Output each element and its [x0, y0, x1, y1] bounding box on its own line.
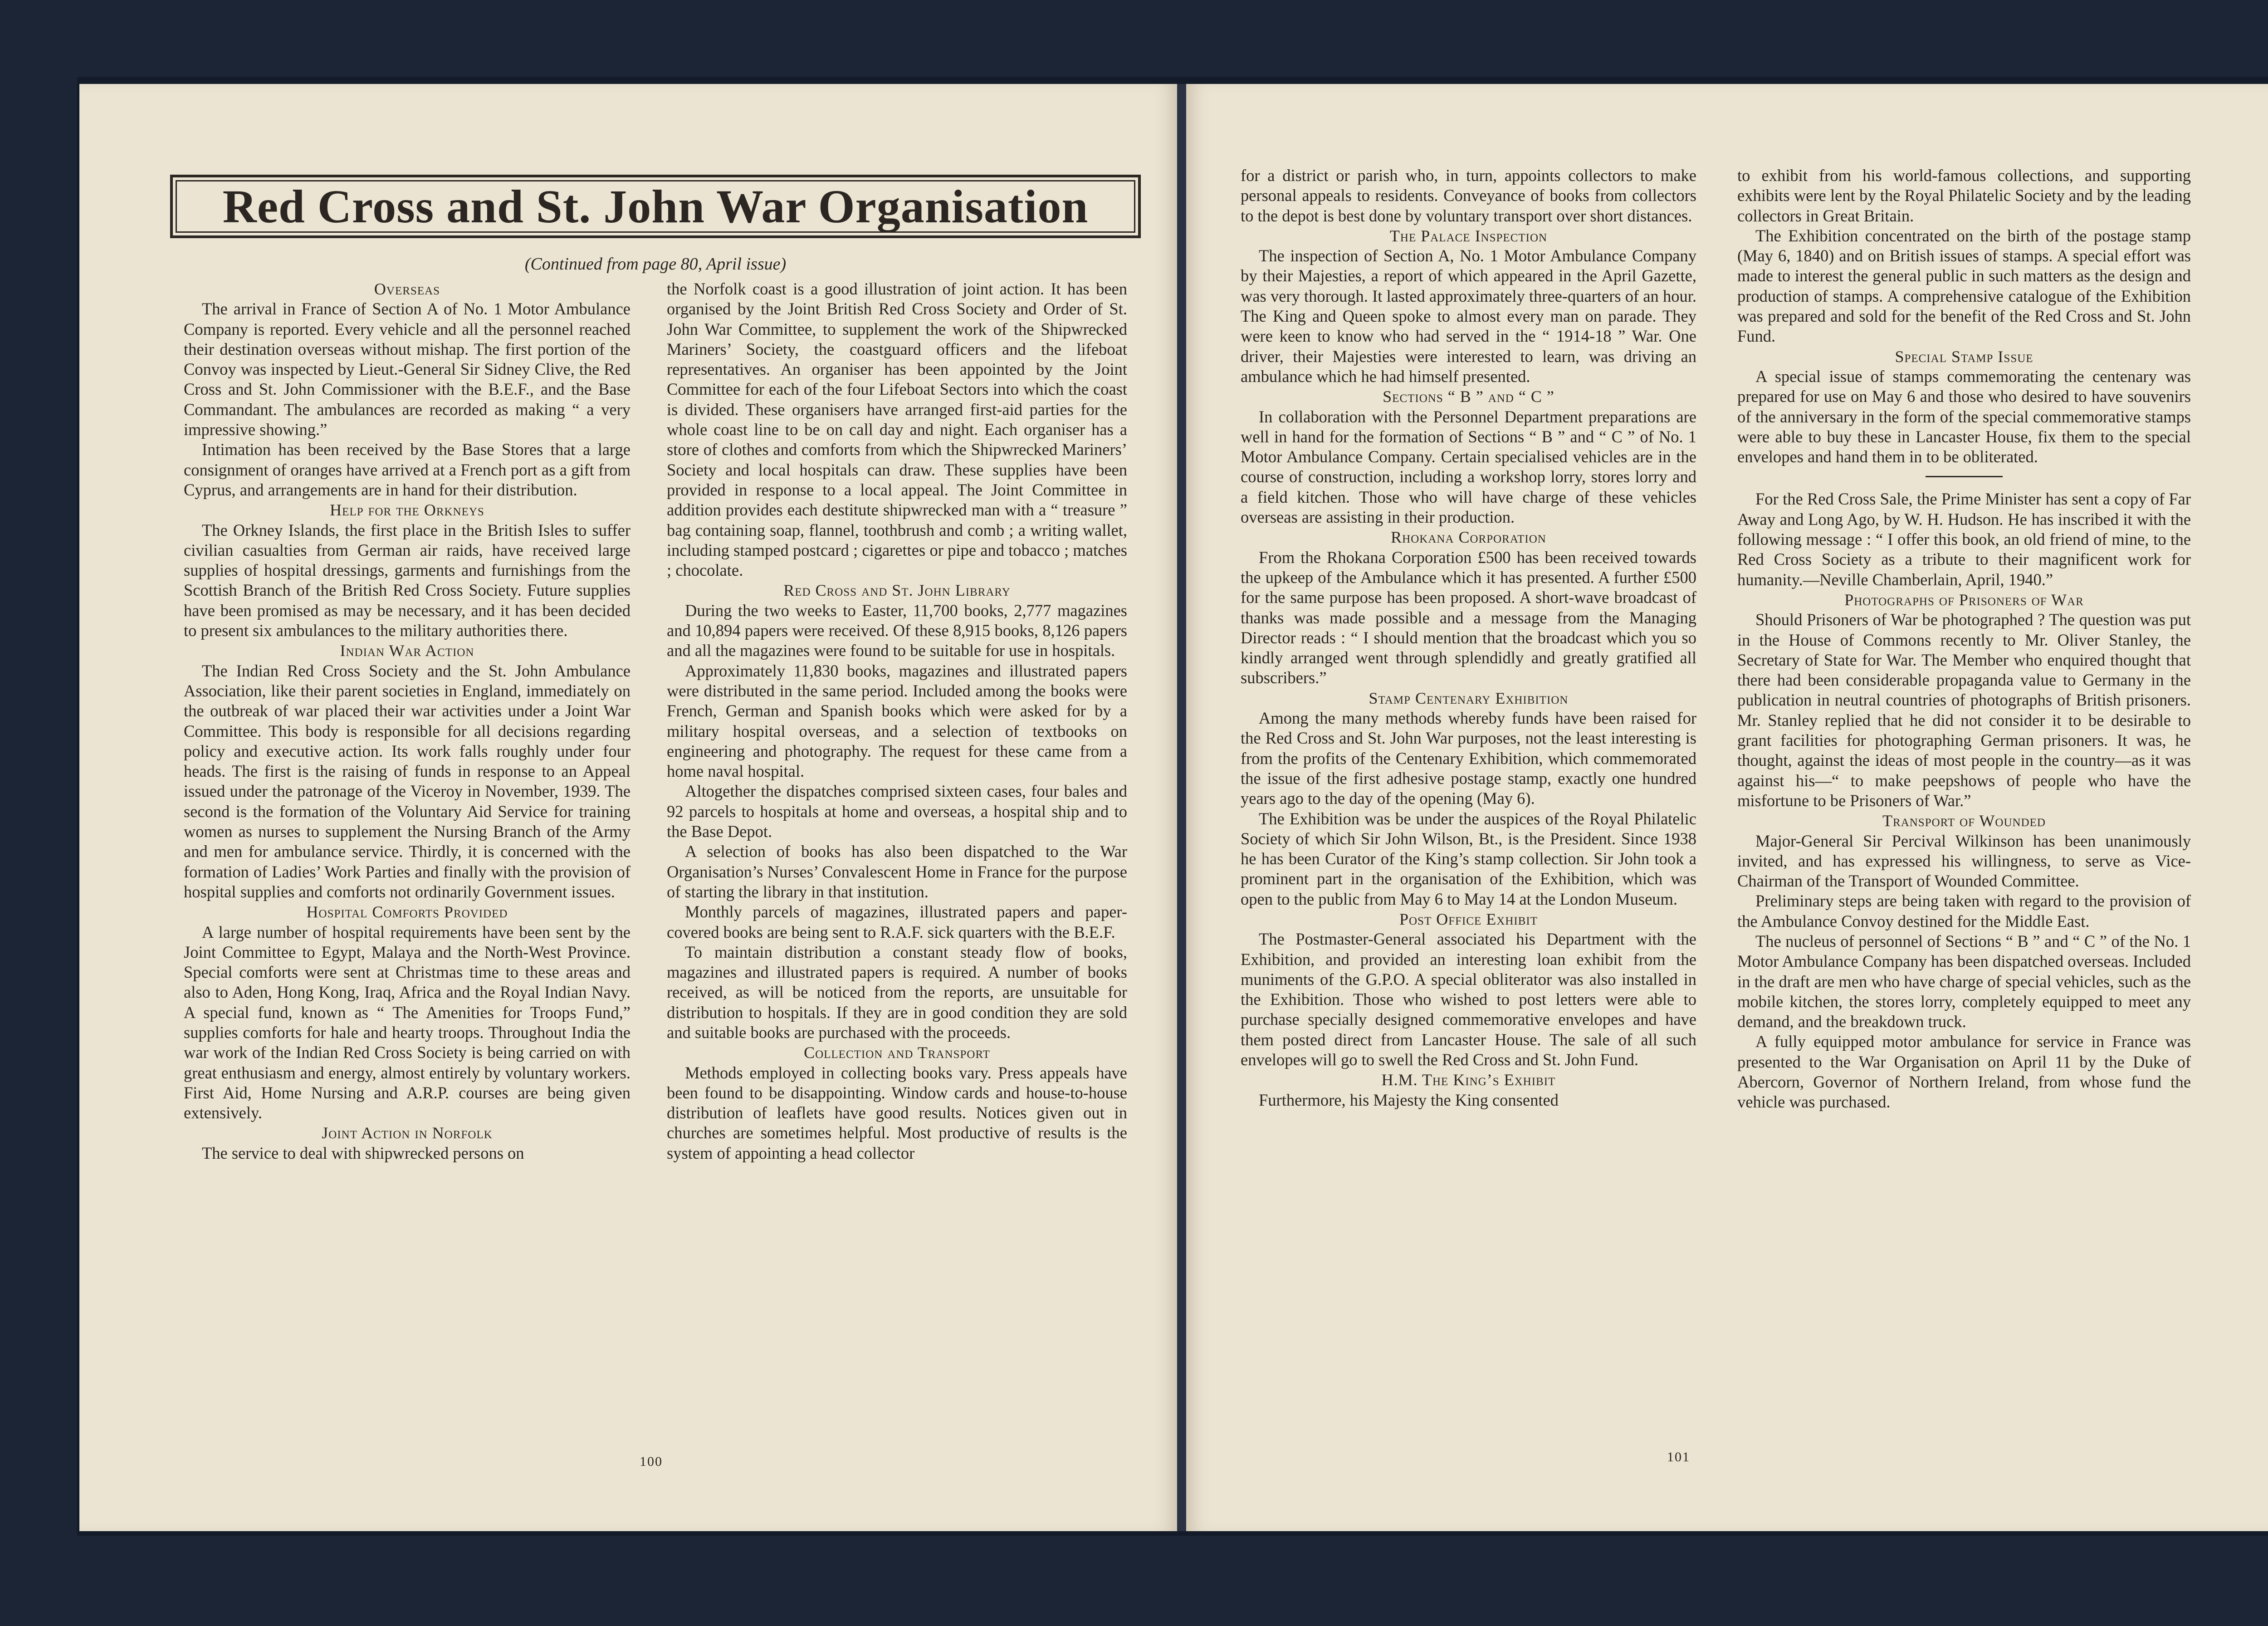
paragraph: Major-General Sir Percival Wilkinson has been unanimously invited, and has expressed his willingness, to serve as Vice-Chairman of the Transport of Wounded Committee.	[1737, 831, 2191, 891]
paragraph: Methods employed in collecting books vary. Press appeals have been found to be disappointing. Window cards and house-to-house distribution of leaflets have good results. Notices given out in churches are sometimes helpful. Most productive of results is the system of appointing a head collector	[667, 1063, 1127, 1162]
section-heading: Overseas	[374, 280, 440, 298]
paragraph: Approximately 11,830 books, magazines and illustrated papers were distributed in the same period. Included among the books were French, German and Spanish books which were asked for by a military hospital overseas, and a selection of textbooks on engineering and photography. The request for these came from a home naval hospital.	[667, 661, 1127, 781]
section-heading: Help for the Orkneys	[330, 501, 484, 519]
section-divider	[1926, 476, 2003, 477]
paragraph: Altogether the dispatches comprised sixteen cases, four bales and 92 parcels to hospitals at home and overseas, a hospital ship and to the Base Depot.	[667, 782, 1127, 841]
section-heading: Red Cross and St. John Library	[783, 581, 1011, 600]
title-box	[170, 175, 1141, 238]
paragraph: for a district or parish who, in turn, appoints collectors to make personal appeals to residents. Conveyance of books from collectors to the depot is best done by voluntary transport over short distances.	[1241, 166, 1696, 225]
paragraph: Furthermore, his Majesty the King consented	[1259, 1090, 1559, 1109]
article-title: Red Cross and St. John War Organisation	[222, 180, 1089, 233]
paragraph: The Postmaster-General associated his Department with the Exhibition, and provided an interesting loan exhibit from the muniments of the G.P.O. A special obliterator was also installed in the Exhibition. Those who wished to post letters were able to purchase specially designed commemorative envelopes and have them posted direct from Lancaster House. The sale of all such envelopes will go to swell the Red Cross and St. John Fund.	[1241, 930, 1696, 1069]
paragraph: to exhibit from his world-famous collections, and supporting exhibits were lent by the Royal Philatelic Society and by the leading collectors in Great Britain.	[1737, 166, 2191, 225]
section-heading: Sections “ B ” and “ C ”	[1383, 387, 1554, 406]
paragraph: Preliminary steps are being taken with regard to the provision of the Ambulance Convoy destined for the Middle East.	[1737, 891, 2191, 931]
paragraph: From the Rhokana Corporation £500 has been received towards the upkeep of the Ambulance which it has presented. A further £500 for the same purpose has been proposed. A short-wave broadcast of thanks was made possible and a message from the Managing Director reads : “ I should mention that the broadcast which you so kindly arranged went through splendidly and greatly gratified all subscribers.”	[1241, 548, 1696, 687]
section-heading: Photographs of Prisoners of War	[1844, 590, 2084, 609]
paragraph: Among the many methods whereby funds have been raised for the Red Cross and St. John War purposes, not the least interesting is from the profits of the Centenary Exhibition, which commemorated the issue of the first adhesive postage stamp, exactly one hundred years ago to the day of the opening (May 6).	[1241, 709, 1696, 808]
section-heading: Indian War Action	[340, 642, 474, 660]
column-1	[184, 279, 631, 1163]
paragraph: A special issue of stamps commemorating the centenary was prepared for use on May 6 and those who desired to have souvenirs of the anniversary in the form of the special commemorative stamps were able to buy these in Lancaster House, fix them to the special envelopes and hand them in to be obliterated.	[1737, 367, 2191, 466]
paragraph: The arrival in France of Section A of No. 1 Motor Ambulance Company is reported. Every vehicle and all the personnel reached their destination overseas without mishap. The first portion of the Convoy was inspected by Lieut.-General Sir Sidney Clive, the Red Cross and St. John Commissioner with the B.E.F., and the Base Commandant. The ambulances are recorded as making “ a very impressive showing.”	[184, 299, 631, 439]
paragraph: the Norfolk coast is a good illustration of joint action. It has been organised by the Joint British Red Cross Society and Order of St. John War Committee, to supplement the work of the Shipwrecked Mariners’ Society, the coastguard officers and the lifeboat representatives. An organiser has been appointed by the Joint Committee for each of the four Lifeboat Sectors into which the coast is divided. These organisers have arranged first-aid parties for the whole coast line to be on call day and night. Each organiser has a store of clothes and comforts from which the Shipwrecked Mariners’ Society and local hospitals can draw. These supplies have been provided in response to a local appeal. The Joint Committee in addition provides each destitute shipwrecked man with a “ treasure ” bag containing soap, flannel, toothbrush and comb ; a writing wallet, including stamped postcard ; cigarettes or pipe and tobacco ; matches ; chocolate.	[667, 279, 1127, 580]
title-frame	[176, 180, 1135, 233]
page-gutter	[1177, 84, 1186, 1531]
section-heading: Post Office Exhibit	[1399, 910, 1538, 928]
paragraph: Intimation has been received by the Base Stores that a large consignment of oranges have arrived at a French port as a gift from Cyprus, and arrangements are in hand for their distribution.	[184, 440, 631, 499]
paragraph: To maintain distribution a constant steady flow of books, magazines and illustrated papers is required. A number of books received, as will be noticed from the reports, are unsuitable for distribution to hospitals. If they are in good condition they are sold and suitable books are purchased with the proceeds.	[667, 942, 1127, 1042]
paragraph: The inspection of Section A, No. 1 Motor Ambulance Company by their Majesties, a report of which appeared in the April Gazette, was very thorough. It lasted approximately three-quarters of an hour. The King and Queen spoke to almost every man on parade. They were keen to know who had served in the “ 1914-18 ” War. One driver, their Majesties were interested to learn, was driving an ambulance which he had himself presented.	[1241, 246, 1696, 386]
paragraph: During the two weeks to Easter, 11,700 books, 2,777 magazines and 10,894 papers were received. Of these 8,915 books, 8,126 papers and all the magazines were found to be suitable for use in hospitals.	[667, 601, 1127, 660]
paragraph: A large number of hospital requirements have been sent by the Joint Committee to Egypt, Malaya and the North-West Province. Special comforts were sent at Christmas time to these areas and also to Aden, Hong Kong, Iraq, Africa and the Royal Indian Navy. A special fund, known as “ The Amenities for Troops Fund,” supplies comforts for hale and hearty troops. Throughout India the war work of the Indian Red Cross Society is being carried on with great enthusiasm and energy, almost entirely by voluntary workers. First Aid, Home Nursing and A.R.P. courses are being given extensively.	[184, 922, 631, 1122]
section-heading: The Palace Inspection	[1389, 226, 1548, 245]
paragraph: The Exhibition concentrated on the birth of the postage stamp (May 6, 1840) and on British issues of stamps. A special effort was made to interest the general public in such matters as the design and production of stamps. A comprehensive catalogue of the Exhibition was prepared and sold for the benefit of the Red Cross and St. John Fund.	[1737, 226, 2191, 346]
section-heading: Joint Action in Norfolk	[322, 1124, 493, 1142]
paragraph: The Indian Red Cross Society and the St. John Ambulance Association, like their parent societies in England, immediately on the outbreak of war placed their war activities under a Joint War Committee. This body is responsible for all decisions regarding policy and executive action. Its work falls roughly under four heads. The first is the raising of funds in response to an Appeal issued under the patronage of the Viceroy in November, 1939. The second is the formation of the Voluntary Aid Service for training women as nurses to supplement the Nursing Branch of the Army and men for ambulance service. Thirdly, it is concerned with the formation of Ladies’ Work Parties and finally with the provision of hospital supplies and comforts not ordinarily Government issues.	[184, 661, 631, 901]
page-number-left: 100	[640, 1454, 663, 1469]
section-heading: Transport of Wounded	[1882, 812, 2046, 830]
column-4	[1737, 166, 2191, 1112]
section-heading: Rhokana Corporation	[1391, 528, 1546, 547]
section-heading: Special Stamp Issue	[1895, 347, 2033, 366]
paragraph: For the Red Cross Sale, the Prime Minister has sent a copy of Far Away and Long Ago, by W. H. Hudson. He has inscribed it with the following message : “ I offer this book, an old friend of mine, to the Red Cross Society as a tribute to their magnificent work for humanity.—Neville Chamberlain, April, 1940.”	[1737, 490, 2191, 589]
paragraph: Monthly parcels of magazines, illustrated papers and paper-covered books are being sent to R.A.F. sick quarters with the B.E.F.	[667, 902, 1127, 941]
paragraph: The Orkney Islands, the first place in the British Isles to suffer civilian casualties from German air raids, have received large supplies of hospital dressings, garments and furnishings from the Scottish Branch of the British Red Cross Society. Future supplies have been promised as may be necessary, and it has been decided to present six ambulances to the military authorities there.	[184, 520, 631, 640]
paragraph: Should Prisoners of War be photographed ? The question was put in the House of Commons recently to Mr. Oliver Stanley, the Secretary of State for War. The Member who enquired thought that there had been considerable propaganda value to Germany in the publication in neutral countries of photographs of British prisoners. Mr. Stanley replied that he did not consider it to be desirable to grant facilities for photographing German prisoners. It was, he thought, against the ideas of most people in the country—as it was against his—“ to make peepshows of people who have the misfortune to be Prisoners of War.”	[1737, 610, 2191, 810]
paragraph: In collaboration with the Personnel Department preparations are well in hand for the formation of Sections “ B ” and “ C ” of No. 1 Motor Ambulance Company. Certain specialised vehicles are in the course of construction, including a workshop lorry, stores lorry and a field kitchen. Those who will have charge of these vehicles overseas are assisting in their production.	[1241, 407, 1696, 527]
paragraph: A selection of books has also been dispatched to the War Organisation’s Nurses’ Convalescent Home in France for the purpose of starting the library in that institution.	[667, 842, 1127, 901]
section-heading: Hospital Comforts Provided	[306, 903, 508, 921]
paragraph: The service to deal with shipwrecked persons on	[202, 1143, 524, 1162]
section-heading: Collection and Transport	[804, 1043, 990, 1062]
column-3	[1241, 166, 1696, 1110]
paragraph: The nucleus of personnel of Sections “ B ” and “ C ” of the No. 1 Motor Ambulance Company has been dispatched overseas. Included in the draft are men who have charge of special vehicles, such as the mobile kitchen, the stores lorry, completely equipped to meet any demand, and the breakdown truck.	[1737, 931, 2191, 1031]
page-number-right: 101	[1667, 1450, 1690, 1464]
continuation-note: (Continued from page 80, April issue)	[524, 255, 787, 274]
paragraph: The Exhibition was be under the auspices of the Royal Philatelic Society of which Sir John Wilson, Bt., is the President. Since 1938 he has been Curator of the King’s stamp collection. Sir John took a prominent part in the organisation of the Exhibition, which was open to the public from May 6 to May 14 at the London Museum.	[1241, 809, 1696, 908]
section-heading: Stamp Centenary Exhibition	[1369, 689, 1569, 707]
column-2	[667, 279, 1127, 1163]
paragraph: A fully equipped motor ambulance for service in France was presented to the War Organisation on April 11 by the Duke of Abercorn, Governor of Northern Ireland, from whose fund the vehicle was purchased.	[1737, 1032, 2191, 1112]
section-heading: H.M. The King’s Exhibit	[1381, 1071, 1556, 1089]
